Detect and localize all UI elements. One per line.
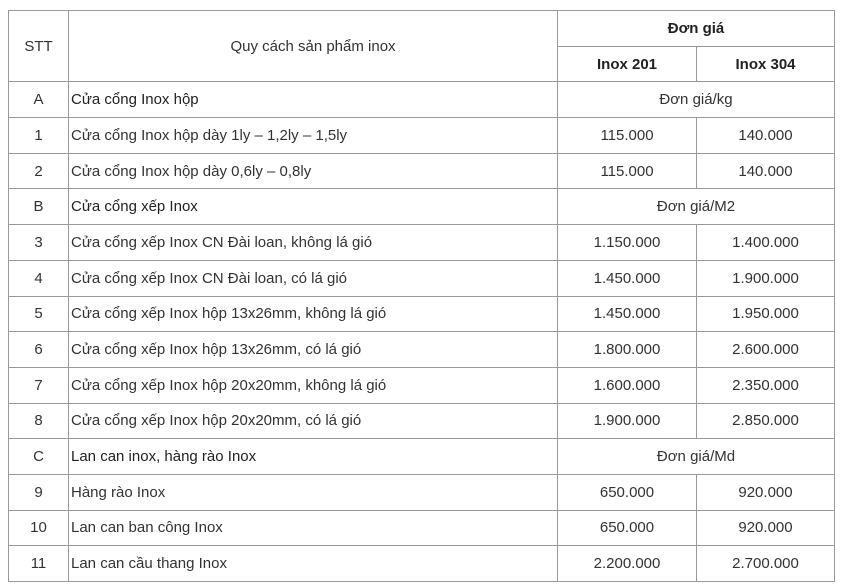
section-stt: B <box>9 189 69 225</box>
section-stt: A <box>9 82 69 118</box>
price-table <box>8 10 835 582</box>
row-stt: 1 <box>9 118 69 154</box>
row-price-inox-201: 650.000 <box>558 510 697 546</box>
table-header <box>9 11 835 82</box>
row-price-inox-304: 2.600.000 <box>697 332 835 368</box>
header-inox-201: Inox 201 <box>558 46 697 82</box>
row-product-name: Hàng rào Inox <box>69 474 558 510</box>
table-row <box>9 367 835 403</box>
table-row <box>9 332 835 368</box>
row-price-inox-304: 1.950.000 <box>697 296 835 332</box>
row-price-inox-304: 920.000 <box>697 510 835 546</box>
table-row <box>9 225 835 261</box>
header-price-group: Đơn giá <box>558 11 835 47</box>
row-price-inox-201: 115.000 <box>558 153 697 189</box>
row-product-name: Cửa cổng Inox hộp dày 1ly – 1,2ly – 1,5ly <box>69 118 558 154</box>
table-row <box>9 546 835 582</box>
row-product-name: Lan can cầu thang Inox <box>69 546 558 582</box>
row-stt: 9 <box>9 474 69 510</box>
row-product-name: Cửa cổng xếp Inox hộp 20x20mm, có lá gió <box>69 403 558 439</box>
row-price-inox-304: 1.400.000 <box>697 225 835 261</box>
row-stt: 4 <box>9 260 69 296</box>
row-price-inox-304: 2.350.000 <box>697 367 835 403</box>
table-row <box>9 260 835 296</box>
row-stt: 5 <box>9 296 69 332</box>
row-product-name: Cửa cổng xếp Inox CN Đài loan, có lá gió <box>69 260 558 296</box>
section-unit: Đơn giá/M2 <box>558 189 835 225</box>
header-row-1 <box>9 11 835 47</box>
table-row <box>9 118 835 154</box>
row-price-inox-201: 1.150.000 <box>558 225 697 261</box>
row-product-name: Cửa cổng Inox hộp dày 0,6ly – 0,8ly <box>69 153 558 189</box>
row-price-inox-201: 2.200.000 <box>558 546 697 582</box>
table-row <box>9 474 835 510</box>
row-stt: 6 <box>9 332 69 368</box>
row-price-inox-201: 1.800.000 <box>558 332 697 368</box>
row-product-name: Cửa cổng xếp Inox hộp 13x26mm, không lá gió <box>69 296 558 332</box>
row-price-inox-304: 140.000 <box>697 118 835 154</box>
row-stt: 10 <box>9 510 69 546</box>
section-row <box>9 189 835 225</box>
table-row <box>9 296 835 332</box>
header-stt: STT <box>9 11 69 82</box>
section-stt: C <box>9 439 69 475</box>
table-row <box>9 153 835 189</box>
row-price-inox-201: 1.600.000 <box>558 367 697 403</box>
row-price-inox-201: 1.450.000 <box>558 260 697 296</box>
row-price-inox-304: 140.000 <box>697 153 835 189</box>
row-price-inox-304: 1.900.000 <box>697 260 835 296</box>
header-spec: Quy cách sản phẩm inox <box>69 11 558 82</box>
section-title: Cửa cổng Inox hộp <box>69 82 558 118</box>
row-price-inox-304: 920.000 <box>697 474 835 510</box>
row-stt: 11 <box>9 546 69 582</box>
header-inox-304: Inox 304 <box>697 46 835 82</box>
row-product-name: Cửa cổng xếp Inox CN Đài loan, không lá gió <box>69 225 558 261</box>
row-stt: 7 <box>9 367 69 403</box>
row-product-name: Lan can ban công Inox <box>69 510 558 546</box>
row-stt: 3 <box>9 225 69 261</box>
section-title: Lan can inox, hàng rào Inox <box>69 439 558 475</box>
row-price-inox-201: 1.900.000 <box>558 403 697 439</box>
row-price-inox-304: 2.850.000 <box>697 403 835 439</box>
row-product-name: Cửa cổng xếp Inox hộp 13x26mm, có lá gió <box>69 332 558 368</box>
row-stt: 8 <box>9 403 69 439</box>
section-row <box>9 439 835 475</box>
section-title: Cửa cổng xếp Inox <box>69 189 558 225</box>
section-unit: Đơn giá/Md <box>558 439 835 475</box>
table-row <box>9 403 835 439</box>
table-body <box>9 82 835 582</box>
row-price-inox-201: 115.000 <box>558 118 697 154</box>
row-product-name: Cửa cổng xếp Inox hộp 20x20mm, không lá gió <box>69 367 558 403</box>
row-stt: 2 <box>9 153 69 189</box>
row-price-inox-304: 2.700.000 <box>697 546 835 582</box>
section-unit: Đơn giá/kg <box>558 82 835 118</box>
section-row <box>9 82 835 118</box>
table-row <box>9 510 835 546</box>
row-price-inox-201: 1.450.000 <box>558 296 697 332</box>
row-price-inox-201: 650.000 <box>558 474 697 510</box>
